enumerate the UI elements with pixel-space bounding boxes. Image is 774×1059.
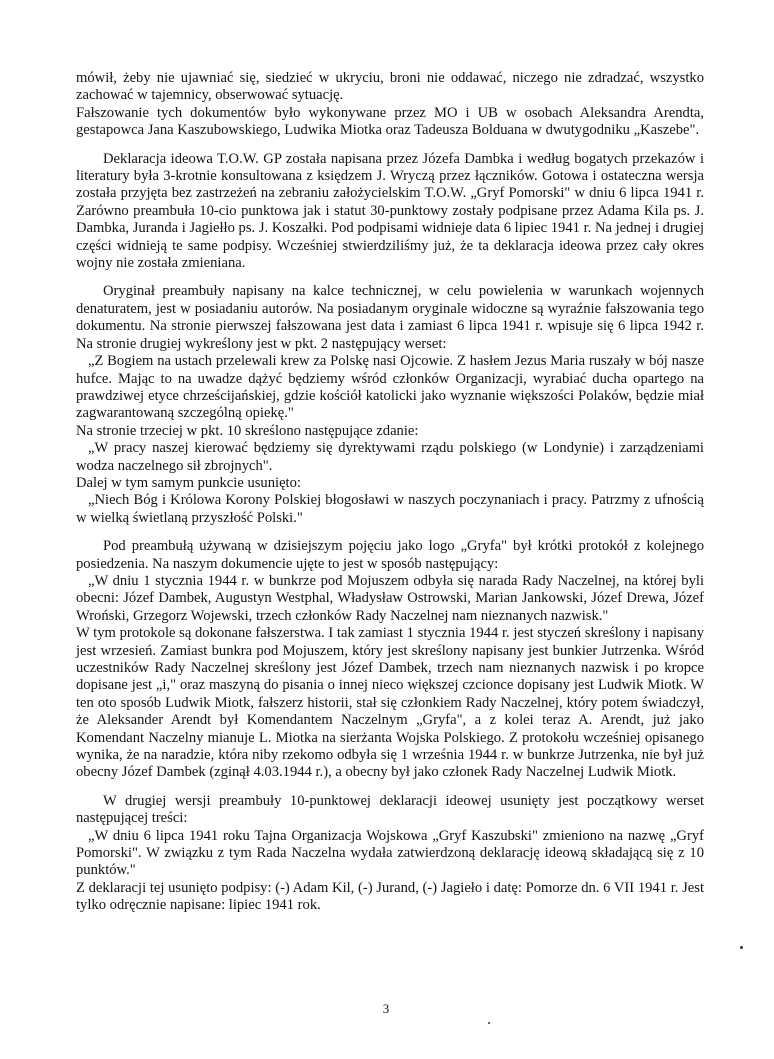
quote-protocol: „W dniu 1 stycznia 1944 r. w bunkrze pod Mojuszem odbyła się narada Rady Naczelnej, na której byli obecni: Józef Dambek, Augustyn Westphal, Władysław Ostrowski, Marian Jankowski, Józef Drewa, Józef Wroński, Grzegorz Wojewski, trzech członków Rady Naczelnej nam nieznanych nazwisk." [76,572,704,624]
quote-blessing: „Niech Bóg i Królowa Korony Polskiej błogosławi w naszych poczynaniach i pracy. Patrzmy z ufnością w wielką świetlaną przyszłość Polski." [76,492,704,526]
document-body [76,70,704,915]
paragraph-original: Oryginał preambuły napisany na kalce technicznej, w celu powielenia w warunkach wojennych denaturatem, jest w posiadaniu autorów. Na posiadanym oryginale widoczne są wyraźnie fałszowania tego dokumentu. Na stronie pierwszej fałszowana jest data i zamiast 6 lipca 1941 r. wpisuje się 6 lipca 1942 r. Na stronie drugiej wykreślony jest w pkt. 2 następujący werset: [76,283,704,352]
quote-initial-verse: „W dniu 6 lipca 1941 roku Tajna Organizacja Wojskowa „Gryf Kaszubski" zmieniono na nazwę „Gryf Pomorski". W związku z tym Rada Naczelna wydała zatwierdzoną deklarację ideową składającą się z 10 punktów." [76,827,704,879]
quote-point-2: „Z Bogiem na ustach przelewali krew za Polskę nasi Ojcowie. Z hasłem Jezus Maria ruszały w bój nasze hufce. Mając to na uwadze dążyć będziemy wśród członków Organizacji, wyrabiać ducha opartego na prawdziwej etyce chrześcijańskiej, gdzie kościół katolicki jako wyznanie większości Polaków, będzie miał zagwarantowaną szczególną opiekę." [76,353,704,422]
page-number: 3 [382,1001,390,1016]
paragraph-falsification: Fałszowanie tych dokumentów było wykonywane przez MO i UB w osobach Aleksandra Arendta, gestapowca Jana Kaszubowskiego, Ludwika Miotka oraz Tadeusza Bolduana w dwutygodniku „Kaszebe". [76,104,704,139]
paragraph-declaration: Deklaracja ideowa T.O.W. GP została napisana przez Józefa Dambka i według bogatych przekazów i literatury była 3-krotnie konsultowana z księdzem J. Wryczą przez łączników. Gotowa i ostateczna wersja została przyjęta bez zastrzeżeń na zebraniu założycielskim T.O.W. „Gryf Pomorski" w dniu 6 lipca 1941 r. Zarówno preambuła 10-cio punktowa jak i statut 30-punktowy zostały podpisane przez Adama Kila ps. J. Dambka, Juranda i Jagiełło ps. J. Koszałki. Pod podpisami widnieje data 6 lipiec 1941 r. Na jednej i drugiej części widnieją te same podpisy. Wcześniej stwierdziliśmy już, że ta deklaracja ideowa przez cały okres wojny nie została zmieniana. [76,150,704,272]
paragraph-second-version: W drugiej wersji preambuły 10-punktowej deklaracji ideowej usunięty jest początkowy werset następującej treści: [76,792,704,827]
paragraph-signatures: Z deklaracji tej usunięto podpisy: (-) Adam Kil, (-) Jurand, (-) Jagieło i datę: Pomorze dn. 6 VII 1941 r. Jest tylko odręcznie napisane: lipiec 1941 rok. [76,879,704,914]
paragraph-continuation: mówił, żeby nie ujawniać się, siedzieć w ukryciu, broni nie oddawać, niczego nie zdradzać, wszystko zachować w tajemnicy, obserwować sytuację. [76,70,704,104]
scan-speck [488,1022,490,1024]
scan-speck [740,946,743,949]
paragraph-removed: Dalej w tym samym punkcie usunięto: [76,474,301,491]
paragraph-protocol: Pod preambułą używaną w dzisiejszym pojęciu jako logo „Gryfa" był krótki protokół z kolejnego posiedzenia. Na naszym dokumencie ujęte to jest w sposób następujący: [76,538,704,572]
paragraph-page-three: Na stronie trzeciej w pkt. 10 skreślono następujące zdanie: [76,422,419,439]
quote-point-10: „W pracy naszej kierować będziemy się dyrektywami rządu polskiego (w Londynie) i zarządzeniami wodza naczelnego sił zbrojnych". [76,440,704,474]
paragraph-forgeries: W tym protokole są dokonane fałszerstwa. I tak zamiast 1 stycznia 1944 r. jest styczeń skreślony i napisany jest wrzesień. Zamiast bunkra pod Mojuszem, który jest skreślony napisany jest bunkier Jutrzenka. Wśród uczestników Rady Naczelnej skreślony jest Józef Dambek, trzech nam nieznanych nazwisk i po kropce dopisane jest „i," oraz maszyną do pisania o innej nieco większej czcionce dopisany jest Ludwik Miotk. W ten oto sposób Ludwik Miotk, fałszerz historii, stał się członkiem Rady Naczelnej, który potem świadczył, że Aleksander Arendt był Komendantem Naczelnym „Gryfa", a z kolei teraz A. Arendt, już jako Komendant Naczelny mianuje L. Miotka na sierżanta Wojska Polskiego. Z protokołu wcześniej opisanego wynika, że na naradzie, która niby rzekomo odbyła się 1 września 1944 r. w bunkrze Jutrzenka, nie był już obecny Józef Dambek (zginął 4.03.1944 r.), a obecny był jako członek Rady Naczelnej Ludwik Miotk. [76,625,704,781]
